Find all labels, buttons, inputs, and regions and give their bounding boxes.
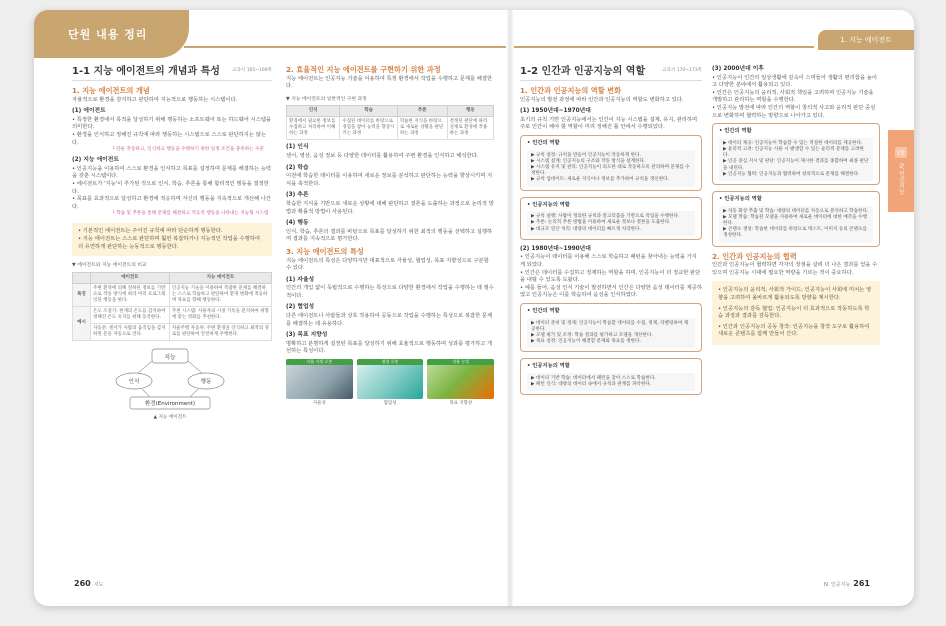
table-caption: ▼ 에이전트와 지능 에이전트의 비교 bbox=[72, 263, 147, 269]
box-title: • 인공지능의 역할 bbox=[527, 363, 570, 370]
bullet: • 지능 에이전트는 스스로 판단하며 훨씬 복잡하거나 지능적인 작업을 수행하여 더 유연하게 판단하는 능동적으로 행동한다. bbox=[78, 235, 261, 250]
table-cell: 인공지능 기술을 이용하여 복잡한 문제를 해결하는 스스로 학습하고 판단하여 환경 변화에 적응하며 목표를 향해 행동한다. bbox=[169, 283, 271, 306]
diagram-label: 지능 bbox=[164, 353, 176, 361]
table-cell: 자동문: 센서가 사람의 움직임을 감지하면 문을 자동으로 연다. bbox=[91, 323, 170, 340]
box-line: ▶ 규칙 설정: 규칙을 만들어 인공지능이 작동하게 한다. bbox=[531, 152, 641, 158]
left-column bbox=[72, 66, 272, 424]
box-line: ▶ 시스템 설계: 인공지능의 구조와 작동 방식을 설계한다. bbox=[531, 158, 646, 164]
box-title: • 인간의 역할 bbox=[719, 128, 752, 135]
summary-box bbox=[72, 223, 272, 256]
page-number-left bbox=[74, 579, 106, 588]
subheading: (2) 지능 에이전트 bbox=[72, 157, 119, 164]
bullet: • 인공지능의 감독 협업: 인공지능이 더 효과적으로 작동하도록 학습 과정과 결과를 감독한다. bbox=[718, 305, 870, 320]
table-header: 지능 에이전트 bbox=[169, 272, 271, 283]
table-cell: 추천 시스템: 사용자의 시청 기록을 분석하여 취향에 맞는 영화를 추천한다. bbox=[169, 306, 271, 323]
row-header: 특징 bbox=[73, 283, 91, 306]
table-row bbox=[73, 306, 272, 323]
box-line: ▶ 인공 중심 지시 및 판단: 인공지능이 제시한 결과를 종합하여 최종 판단을 내린다. bbox=[723, 159, 869, 171]
table-header: 추론 bbox=[397, 106, 447, 117]
section-title-1-1 bbox=[72, 66, 272, 81]
annotation-note: └ 학습 및 추론을 통해 문제를 해결하고 적응적 행동을 나타내는 지능형 시스템 bbox=[112, 211, 269, 217]
subheading: (3) 2000년대 이후 bbox=[712, 66, 764, 72]
role-box bbox=[712, 191, 880, 247]
side-tab-top: I장 bbox=[895, 147, 907, 158]
table-row bbox=[287, 117, 494, 140]
box-title: • 인공지능의 역할 bbox=[527, 201, 570, 208]
paragraph: 인식, 학습, 추론의 결과를 바탕으로 목표를 달성하기 위한 최적의 행동을 선택하고 실행하며 결과를 지속적으로 평가한다. bbox=[286, 228, 493, 243]
page-number-right bbox=[821, 579, 870, 588]
cooperation-box bbox=[712, 281, 880, 345]
photo-label: 협업 로봇 bbox=[357, 359, 424, 365]
bullet: • 인공지능이 데이터를 이용해 스스로 학습하고 패턴을 찾아내는 능력을 가지게 되었다. bbox=[520, 254, 697, 268]
subheading: (1) 1950년대~1970년대 bbox=[520, 108, 591, 115]
page-number: 260 bbox=[74, 579, 91, 588]
paragraph: 지능 에이전트는 인공지능 기술을 이용하여 특정 환경에서 작업을 수행하고 문제를 해결한다. bbox=[286, 75, 493, 90]
paragraph: 학습한 지식을 기반으로 새로운 상황에 대해 판단하고 결론을 도출하는 과정으로 논리적 방법과 확률적 방법이 사용된다. bbox=[286, 200, 494, 215]
table-cell: 학습한 지식을 바탕으로 새로운 상황을 판단하는 과정 bbox=[397, 117, 447, 140]
table-cell: 주변 환경에 의해 전하된 정보를 기반으로 작동 방식에 따라 미리 프로그래밍된 행동을 한다. bbox=[91, 283, 170, 306]
role-box bbox=[520, 358, 702, 395]
box-line: ▶ 패턴 인식: 대량의 데이터 속에서 규칙과 관계를 파악한다. bbox=[531, 382, 652, 388]
table-row bbox=[73, 323, 272, 340]
photo-caption: 협업성 bbox=[383, 401, 397, 407]
bullet: • 예를 들어, 음성 인식 기술이 발전하면서 인간은 다양한 음성 데이터를 제공하였고 인공지능은 이를 학습하여 음성을 인식하였다. bbox=[520, 284, 702, 299]
heading: 2. 효율적인 지능 에이전트를 구현하기 위한 과정 bbox=[286, 65, 441, 74]
bullet: • 기본적인 에이전트는 주어진 규칙에 따라 단순하게 행동한다. bbox=[78, 228, 223, 235]
box-line: ▶ 시스템 유지 및 관리: 인공지능이 의도한 대로 작동하도록 관리하며 문제를 수정한다. bbox=[531, 164, 690, 177]
table-cell: 자율주행 자동차: 주변 환경을 인식하고 최적의 경로를 판단하여 안전하게 주행한다. bbox=[169, 323, 271, 340]
box-line: ▶ 자동 화상 추출 및 학습: 대량의 데이터를 자동으로 분석하고 학습한다. bbox=[723, 208, 869, 214]
section-title-1-2 bbox=[520, 66, 702, 81]
table-header-blank bbox=[73, 272, 91, 283]
table-header: 학습 bbox=[340, 106, 397, 117]
bullet: • 인간과 인공지능의 공동 창작: 인공지능을 창작 도구로 활용하여 새로운 콘텐츠를 함께 만들어 간다. bbox=[718, 323, 870, 338]
paragraph: 인간의 개입 없이 독립적으로 수행하는 특성으로 다양한 환경에서 작업을 수행하는 데 필수적이다. bbox=[286, 285, 494, 299]
box-line: ▶ 윤리적 고려: 인공지능 사용 시 발생할 수 있는 윤리적 문제를 고려한다. bbox=[723, 146, 864, 159]
box-title: • 인간의 역할 bbox=[527, 139, 560, 146]
role-box bbox=[520, 135, 702, 191]
box-title: • 인간의 역할 bbox=[527, 307, 560, 314]
bullet: • 에이전트가 '지능'이 추가된 것으로 인식, 학습, 추론을 통해 합리적인 행동을 결정한다. bbox=[72, 180, 269, 195]
box-line: ▶ 콘텐츠 생성: 학습한 데이터를 바탕으로 텍스트, 이미지 등의 콘텐츠를 생성한다. bbox=[723, 227, 867, 239]
title-ref: 교과서 165~169쪽 bbox=[232, 68, 272, 73]
heading: 1. 인간과 인공지능의 역할 변화 bbox=[520, 86, 622, 95]
role-box bbox=[520, 197, 702, 240]
box-line: ▶ 추론: 논리적 추론 방법을 이용하여 새로운 정보나 결론을 도출한다. bbox=[531, 220, 671, 226]
box-line: ▶ 규칙 업데이트: 새로운 지식이나 정보를 추가하여 규칙을 갱신한다. bbox=[531, 177, 670, 183]
bullet: • 인공지능의 윤리적, 사회적 가이드: 인공지능이 사회에 미치는 영향을 고려하여 올바르게 활용되도록 방향을 제시한다. bbox=[718, 287, 872, 301]
subheading: (2) 협업성 bbox=[286, 304, 315, 311]
subheading: (1) 인식 bbox=[286, 144, 309, 151]
table-header: 행동 bbox=[447, 106, 493, 117]
box-line: ▶ 모델 평가 및 조정: 학습 결과를 평가하고 모델을 개선한다. bbox=[531, 332, 653, 338]
subheading: (3) 추론 bbox=[286, 192, 309, 199]
diagram-label: 인식 bbox=[128, 378, 140, 385]
bullet: • 인공지능을 이용하여 스스로 환경을 인식하고 목표를 설정하며 문제를 해결하는 능력을 갖춘 시스템이다. bbox=[72, 165, 272, 180]
photo-caption: 자율성 bbox=[312, 401, 326, 407]
bullet: • 인공지능이 인간의 일상생활에 깊숙이 스며들어 생활의 편리함을 높이고 다양한 분야에서 활용되고 있다. bbox=[712, 74, 877, 89]
photo-collab-image bbox=[357, 359, 424, 399]
paragraph: 센서, 영상, 음성 정보 등 다양한 데이터를 활용하여 주변 환경을 인식하고 해석한다. bbox=[286, 152, 479, 159]
box-line: ▶ 데이터 기반 학습: 데이터에서 패턴을 찾아 스스로 학습한다. bbox=[531, 375, 656, 381]
box-line: ▶ 규칙 실행: 사람이 정의한 규칙과 알고리즘을 기반으로 작업을 수행한다. bbox=[531, 214, 680, 220]
textbook-spread bbox=[34, 10, 914, 606]
photo-farm-image bbox=[427, 359, 494, 399]
side-tab-bottom: IV 인공지능 bbox=[897, 163, 905, 195]
box-body bbox=[719, 206, 873, 243]
paragraph: 이전에 학습한 데이터를 이용하여 새로운 정보를 분석하고 판단하는 능력을 향상시키며 지식을 축적한다. bbox=[286, 173, 493, 187]
agent-diagram bbox=[72, 347, 272, 421]
paragraph: 인공지능의 발전 과정에 따라 인간과 인공지능의 역할도 변화하고 있다. bbox=[520, 96, 684, 103]
page-label: IV. 인공지능 bbox=[823, 582, 851, 588]
paragraph: 지능 에이전트의 특성은 다양하지만 대표적으로 자율성, 협업성, 목표 지향성으로 구분할 수 있다. bbox=[286, 257, 489, 272]
photo-card bbox=[427, 359, 494, 408]
bullet: • 인간은 인공지능의 윤리적, 사회적 책임을 고려하며 인공지능 기술을 개발하고 관리하는 역할을 수행한다. bbox=[712, 89, 874, 104]
banner-rule-left bbox=[184, 46, 506, 48]
box-line: ▶ 대규모 연산 처리: 대량의 데이터를 빠르게 처리한다. bbox=[531, 226, 641, 232]
diagram-caption: ▲ 지능 에이전트 bbox=[153, 414, 187, 420]
table-cell: 환경에서 필요한 정보를 수집하고 처리하여 이해하는 과정 bbox=[287, 117, 340, 140]
paragraph: 초기의 규칙 기반 인공지능에서는 인간이 지능 시스템을 설계, 유지, 관리하며 주로 인간이 해야 할 역할이 미리 정해진 틀 안에서 수행되었다. bbox=[520, 116, 698, 131]
subheading: (2) 학습 bbox=[286, 164, 309, 171]
subheading: (3) 목표 지향성 bbox=[286, 332, 328, 339]
role-box bbox=[520, 303, 702, 352]
bullet: • 인공지능 발전에 따라 인간의 역할이 창의적 사고와 윤리적 판단 중심으로 변화하며 협력하는 방향으로 나아가고 있다. bbox=[712, 104, 876, 119]
bullet: • 인간은 데이터를 수집하고 정제하는 역할을 하며, 인공지능이 더 정교한 판단을 내릴 수 있도록 도왔다. bbox=[520, 269, 701, 284]
role-box bbox=[712, 123, 880, 185]
chapter-tag: 1. 지능 에이전트 bbox=[818, 30, 914, 50]
photo-row bbox=[286, 359, 494, 408]
photo-label: 자율 서빙 로봇 bbox=[286, 359, 353, 365]
subheading: (1) 에이전트 bbox=[72, 108, 106, 115]
table-caption: ▼ 지능 에이전트의 일반적인 구현 과정 bbox=[286, 96, 367, 102]
title-text: 1-2 인간과 인공지능의 역할 bbox=[520, 66, 646, 77]
title-text: 1-1 지능 에이전트의 개념과 특성 bbox=[72, 66, 220, 77]
process-table bbox=[286, 105, 494, 140]
section-banner: 단원 내용 정리 bbox=[34, 10, 189, 58]
box-body bbox=[527, 150, 695, 187]
box-line: ▶ 데이터 준비 및 정제: 인공지능이 학습할 데이터를 수집, 정제, 라벨링하여 제공한다. bbox=[531, 320, 689, 332]
box-line: ▶ 인공지능 협력: 인공지능과 협력하여 창의적으로 문제를 해결한다. bbox=[723, 171, 860, 177]
table-cell: 결정된 판단에 따라 실제로 환경에 작용하는 과정 bbox=[447, 117, 493, 140]
middle-column bbox=[286, 66, 494, 408]
box-body bbox=[527, 318, 695, 349]
box-title: • 인공지능의 역할 bbox=[719, 195, 762, 202]
table-header: 에이전트 bbox=[91, 272, 170, 283]
photo-card bbox=[357, 359, 424, 408]
comparison-table bbox=[72, 272, 272, 341]
side-index-tab[interactable] bbox=[888, 130, 914, 212]
subheading: (1) 자율성 bbox=[286, 276, 315, 283]
photo-robot-image bbox=[286, 359, 353, 399]
paragraph: 명확하고 분명하게 설정된 목표를 달성하기 위해 효율적으로 행동하며 성과를 평가하고 개선하는 특성이다. bbox=[286, 340, 493, 355]
box-line: ▶ 모델 학습: 학습된 모델을 사용하여 새로운 데이터에 대한 예측을 수행한다. bbox=[723, 214, 867, 226]
banner-rule-right bbox=[514, 46, 814, 48]
photo-caption: 목표 지향성 bbox=[449, 401, 472, 407]
page-label: 지도 bbox=[93, 582, 104, 588]
row-header: 예시 bbox=[73, 306, 91, 340]
subheading: (4) 행동 bbox=[286, 220, 309, 227]
subheading: (2) 1980년대~1990년대 bbox=[520, 245, 591, 252]
box-line: ▶ 데이터 제공: 인공지능이 학습할 수 있는 적절한 데이터를 제공한다. bbox=[723, 140, 863, 146]
page-number: 261 bbox=[853, 579, 870, 588]
table-header: 인식 bbox=[287, 106, 340, 117]
photo-label: 자율 농업 bbox=[427, 359, 494, 365]
annotation-note: └ 단순 작동하고, 인식하고 행동을 수행하기 위한 일정 조건을 충족하는 수준 bbox=[112, 147, 264, 153]
box-line: ▶ 목표 설정: 인공지능이 해결할 문제와 목표를 정한다. bbox=[531, 339, 641, 345]
heading: 2. 인간과 인공지능의 협력 bbox=[712, 251, 797, 261]
table-cell: 온도 조절기: 현재의 온도를 감지하여 정해진 온도 유지를 위해 동작한다. bbox=[91, 306, 170, 323]
box-body bbox=[527, 211, 695, 236]
diagram-label: 환경(Environment) bbox=[144, 400, 196, 407]
box-body bbox=[527, 373, 695, 391]
far-right-column bbox=[712, 66, 880, 345]
paragraph: 인간과 인공지능이 협력하면 각자의 장점을 살려 더 나은 결과를 얻을 수 있으며 인공지능 시대에 필요한 역량을 기르는 것이 중요하다. bbox=[712, 262, 878, 276]
title-ref: 교과서 170~173쪽 bbox=[662, 68, 702, 73]
diagram-label: 행동 bbox=[200, 378, 212, 385]
paragraph: 자율적으로 환경을 감지하고 판단하여 지능적으로 행동하는 시스템이다. bbox=[72, 96, 238, 103]
table-cell: 수집된 데이터를 바탕으로 경험을 쌓아 능력을 향상시키는 과정 bbox=[340, 117, 397, 140]
paragraph: 다른 에이전트나 사람들과 상호 작용하여 공동으로 작업을 수행하는 특성으로 복잡한 문제를 해결하는 데 유용하다. bbox=[286, 313, 493, 327]
page-gutter bbox=[506, 10, 514, 606]
heading: 1. 지능 에이전트의 개념 bbox=[72, 86, 150, 95]
bullet: • 특정한 환경에서 목적을 달성하기 위해 행동하는 소프트웨어 또는 하드웨어 시스템을 의미한다. bbox=[72, 116, 272, 131]
box-body bbox=[719, 138, 873, 181]
photo-card bbox=[286, 359, 353, 408]
table-row bbox=[73, 283, 272, 306]
bullet: • 목표를 효과적으로 달성하고 환경에 적응하며 자신의 행동을 지속적으로 개선해 나간다. bbox=[72, 196, 272, 210]
heading: 3. 지능 에이전트의 특성 bbox=[286, 246, 364, 256]
bullet: • 환경을 인식하고 정해진 규칙에 따라 행동하는 시스템으로 스스로 판단하지는 않는다. bbox=[72, 131, 266, 146]
right-column bbox=[520, 66, 702, 401]
